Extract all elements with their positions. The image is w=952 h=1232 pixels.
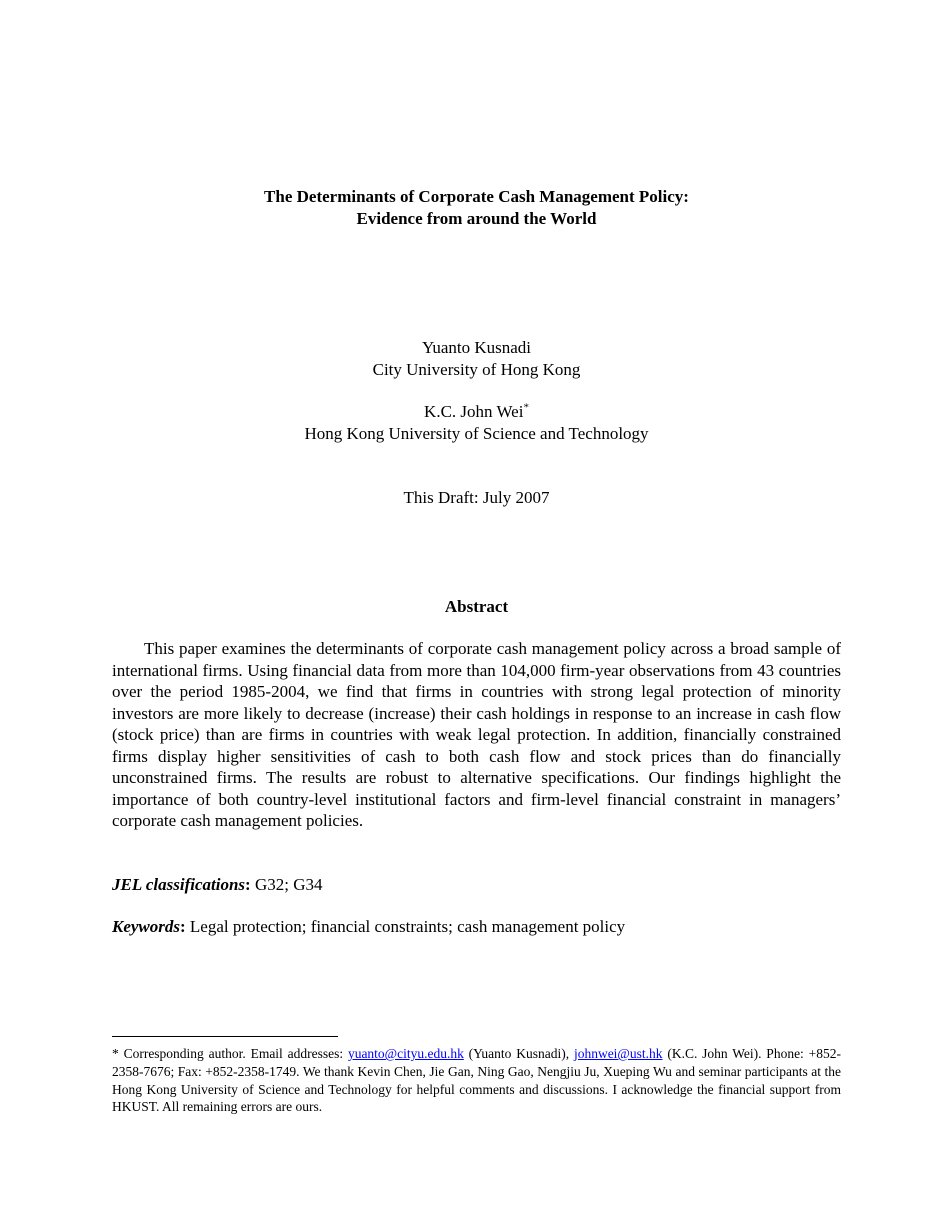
author-name-2-text: K.C. John Wei bbox=[424, 402, 524, 421]
author-name-2 bbox=[112, 401, 841, 423]
keywords-colon: : bbox=[180, 917, 186, 936]
footnote-separator bbox=[112, 1036, 338, 1037]
keywords-line bbox=[112, 916, 841, 938]
email-link-yuanto[interactable]: yuanto@cityu.edu.hk bbox=[347, 1046, 464, 1061]
abstract-heading: Abstract bbox=[444, 596, 509, 616]
corresponding-author-mark: * bbox=[523, 401, 529, 414]
jel-value: G32; G34 bbox=[250, 874, 323, 894]
paper-title-line1: The Determinants of Corporate Cash Management Policy: bbox=[264, 187, 689, 206]
keywords-value: Legal protection; financial constraints; cash management policy bbox=[185, 917, 626, 936]
author-block-2 bbox=[112, 401, 841, 444]
keywords-label: Keywords bbox=[112, 917, 180, 936]
email-link-johnwei[interactable]: johnwei@ust.hk bbox=[573, 1046, 663, 1061]
paper-title-line2: Evidence from around the World bbox=[356, 208, 597, 228]
jel-colon: : bbox=[245, 874, 251, 894]
author-affiliation-2: Hong Kong University of Science and Technology bbox=[304, 423, 649, 443]
jel-line bbox=[112, 874, 841, 896]
footnote-segment-2: (Yuanto Kusnadi), bbox=[463, 1046, 574, 1061]
paper-title bbox=[112, 186, 841, 229]
author-affiliation-1: City University of Hong Kong bbox=[372, 359, 581, 379]
draft-note: This Draft: July 2007 bbox=[403, 488, 550, 507]
footnote-segment-3: (K.C. John Wei). Phone: +852-2358-7676; Fax: +852-2358-1749. We thank Kevin Chen, Jie Gan, Ning Gao, Nengjiu Ju, Xueping Wu and seminar participants at the Hong Kong University of Science and Technology for helpful comments and discussions. I acknowledge the financial support from HKUST. All remaining errors are ours. bbox=[112, 1046, 841, 1115]
jel-label: JEL classifications bbox=[112, 874, 246, 894]
footnote-segment-1: * Corresponding author. Email addresses: bbox=[112, 1046, 348, 1061]
author-block-1 bbox=[112, 337, 841, 380]
author-name-1: Yuanto Kusnadi bbox=[421, 338, 532, 357]
footnote-text bbox=[112, 1045, 841, 1116]
footnote bbox=[112, 1036, 841, 1116]
abstract-text: This paper examines the determinants of corporate cash management policy across a broad sample of international firms. Using financial data from more than 104,000 firm-year observations from 43 countries over the period 1985-2004, we find that firms in countries with strong legal protection of minority investors are more likely to decrease (increase) their cash holdings in response to an increase in cash flow (stock price) than are firms in countries with weak legal protection. In addition, financially constrained firms display higher sensitivities of cash to both cash flow and stock prices than do financially unconstrained firms. The results are robust to alternative specifications. Our findings highlight the importance of both country-level institutional factors and firm-level financial constraint in managers’ corporate cash management policies. bbox=[112, 639, 841, 830]
